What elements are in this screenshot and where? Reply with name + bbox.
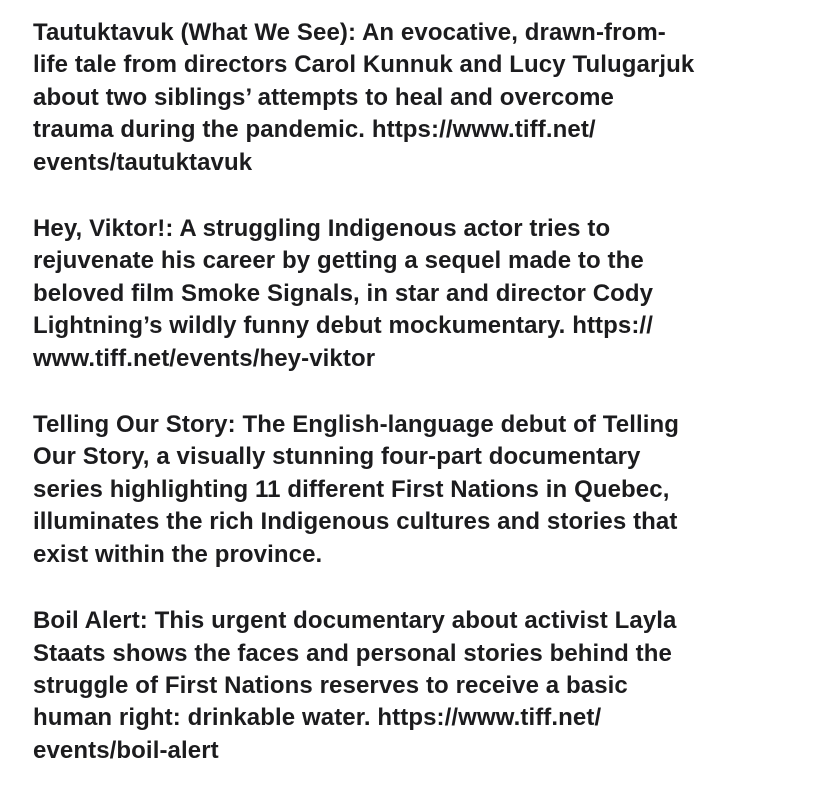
text-line: Our Story, a visually stunning four-part documentary bbox=[33, 443, 641, 471]
text-line: www.tiff.net/events/hey-viktor bbox=[33, 344, 376, 372]
text-line: series highlighting 11 different First Nations in Quebec, bbox=[33, 475, 670, 503]
text-line: Boil Alert: This urgent documentary about activist Layla bbox=[33, 607, 677, 635]
text-line: exist within the province. bbox=[33, 540, 323, 568]
film-entry-telling-our-story bbox=[33, 409, 803, 571]
text-line: life tale from directors Carol Kunnuk and Lucy Tulugarjuk bbox=[33, 51, 695, 79]
text-line: beloved film Smoke Signals, in star and director Cody bbox=[33, 279, 654, 307]
film-entry-tautuktavuk bbox=[33, 17, 803, 179]
text-line: Hey, Viktor!: A struggling Indigenous actor tries to bbox=[33, 215, 611, 243]
film-entry-hey-viktor bbox=[33, 213, 803, 375]
text-line: events/tautuktavuk bbox=[33, 148, 253, 176]
text-line: Lightning’s wildly funny debut mockumentary. https:// bbox=[33, 312, 653, 340]
text-line: Tautuktavuk (What We See): An evocative, drawn-from- bbox=[33, 19, 666, 46]
text-line: trauma during the pandemic. https://www.tiff.net/ bbox=[33, 116, 596, 144]
text-line: events/boil-alert bbox=[33, 736, 219, 764]
film-entry-boil-alert bbox=[33, 605, 803, 767]
note-document bbox=[33, 17, 803, 767]
text-line: about two siblings’ attempts to heal and overcome bbox=[33, 83, 614, 111]
text-line: illuminates the rich Indigenous cultures and stories that bbox=[33, 508, 678, 536]
text-line: Staats shows the faces and personal stories behind the bbox=[33, 639, 672, 667]
text-line: struggle of First Nations reserves to receive a basic bbox=[33, 671, 628, 699]
text-line: Telling Our Story: The English-language debut of Telling bbox=[33, 411, 680, 439]
text-line: human right: drinkable water. https://www.tiff.net/ bbox=[33, 704, 602, 732]
text-line: rejuvenate his career by getting a sequel made to the bbox=[33, 247, 644, 275]
